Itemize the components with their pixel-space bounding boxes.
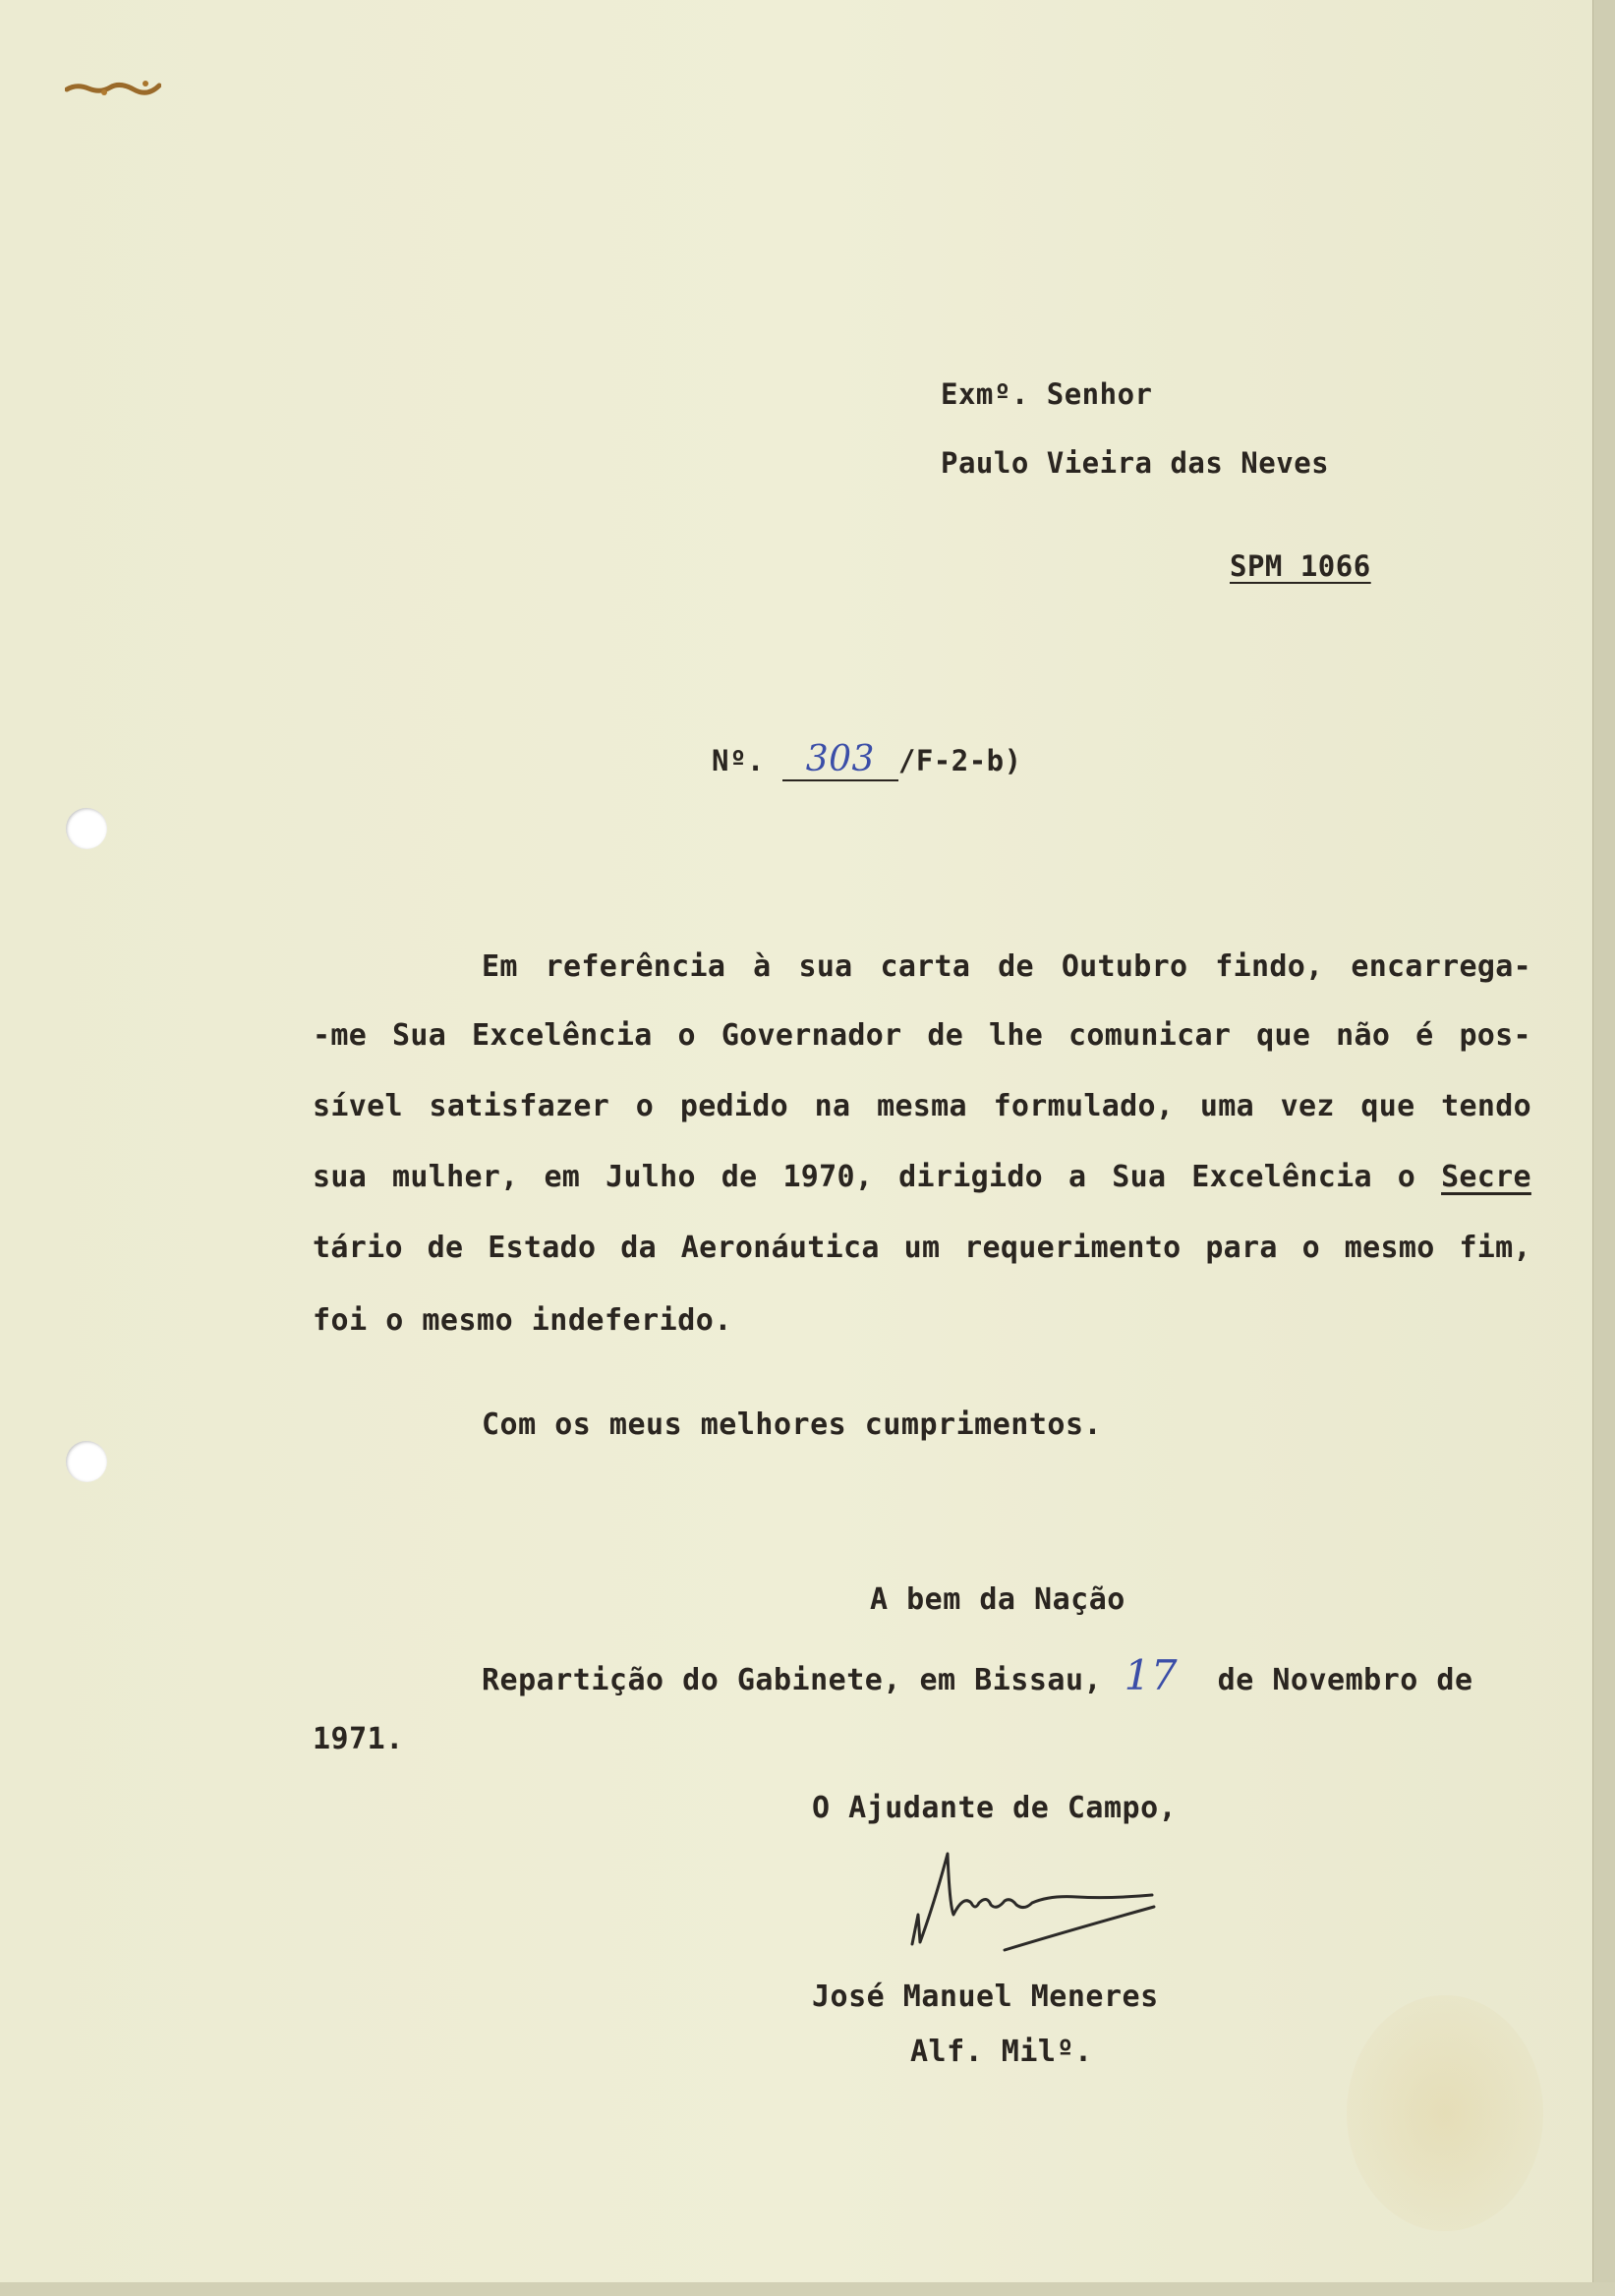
paper-stain <box>1347 1995 1543 2231</box>
body-word: tendo <box>1441 1089 1531 1123</box>
body-word: para <box>1205 1231 1278 1265</box>
body-word: não <box>1336 1018 1391 1053</box>
body-word: o <box>677 1018 696 1053</box>
punch-hole-top <box>66 808 107 849</box>
handwritten-day: 17 <box>1124 1651 1179 1699</box>
number-prefix: Nº. <box>712 744 765 777</box>
body-word: Julho <box>606 1160 696 1194</box>
body-word: tário <box>313 1231 403 1265</box>
body-word: o <box>1397 1160 1416 1194</box>
body-word: é <box>1415 1018 1434 1053</box>
body-word: 1970, <box>782 1160 874 1194</box>
body-word: em <box>544 1160 581 1194</box>
body-word: sua <box>798 949 853 984</box>
date-year: 1971. <box>313 1722 404 1756</box>
body-word: fim, <box>1459 1231 1531 1265</box>
body-word: requerimento <box>964 1231 1182 1265</box>
body-word: Governador <box>721 1018 902 1053</box>
body-line-5 <box>313 1231 1531 1276</box>
body-word: um <box>903 1231 941 1265</box>
body-word: encarrega- <box>1351 949 1531 984</box>
handwritten-signature <box>902 1846 1158 1964</box>
document-number <box>712 739 1022 781</box>
body-word: -me <box>313 1018 368 1053</box>
body-word: na <box>814 1089 851 1123</box>
signer-role: O Ajudante de Campo, <box>812 1791 1178 1825</box>
body-word: que <box>1256 1018 1311 1053</box>
body-word: de <box>927 1018 964 1053</box>
body-word: de <box>427 1231 464 1265</box>
body-word: a <box>1067 1160 1087 1194</box>
place-date-line <box>482 1651 1473 1699</box>
body-word: mesmo <box>1344 1231 1435 1265</box>
signer-name: José Manuel Meneres <box>812 1980 1159 2014</box>
page-edge-right <box>1592 0 1615 2296</box>
page-edge-bottom <box>0 2282 1615 2296</box>
punch-hole-bottom <box>66 1441 107 1482</box>
body-word: Aeronáutica <box>680 1231 880 1265</box>
body-word: à <box>753 949 772 984</box>
body-word: lhe <box>988 1018 1044 1053</box>
body-line-1 <box>482 949 1531 995</box>
body-word: Sua <box>392 1018 447 1053</box>
body-word: sua <box>313 1160 368 1194</box>
body-word: Estado <box>488 1231 597 1265</box>
body-last-line: foi o mesmo indeferido. <box>313 1303 732 1338</box>
body-word: de <box>998 949 1034 984</box>
body-word: que <box>1360 1089 1415 1123</box>
date-suffix: de Novembro de <box>1217 1663 1473 1697</box>
reference-code: SPM 1066 <box>1230 549 1371 583</box>
number-suffix: /F-2-b) <box>897 744 1022 777</box>
body-word: da <box>620 1231 657 1265</box>
body-word: de <box>721 1160 758 1194</box>
closing-greeting: Com os meus melhores cumprimentos. <box>482 1407 1103 1442</box>
body-line-4 <box>313 1160 1531 1205</box>
body-word: o <box>635 1089 655 1123</box>
body-word: dirigido <box>898 1160 1044 1194</box>
body-word: referência <box>545 949 726 984</box>
body-word: pedido <box>679 1089 788 1123</box>
body-word: Excelência <box>1191 1160 1372 1194</box>
body-word: satisfazer <box>429 1089 610 1123</box>
staple-rust-mark <box>65 81 161 96</box>
body-word: Excelência <box>472 1018 653 1053</box>
body-line-2 <box>313 1018 1531 1063</box>
body-word: Outubro <box>1061 949 1188 984</box>
body-word: formulado, <box>993 1089 1175 1123</box>
signer-rank: Alf. Milº. <box>910 2035 1093 2069</box>
body-word: carta <box>880 949 971 984</box>
body-word: Em <box>482 949 518 984</box>
handwritten-number: 303 <box>805 739 875 779</box>
body-word: findo, <box>1215 949 1324 984</box>
body-word: sível <box>313 1089 403 1123</box>
body-line-3 <box>313 1089 1531 1134</box>
body-word: mulher, <box>392 1160 519 1194</box>
body-word: uma <box>1199 1089 1254 1123</box>
body-word: mesma <box>877 1089 967 1123</box>
body-word: vez <box>1280 1089 1335 1123</box>
body-word: comunicar <box>1067 1018 1232 1053</box>
body-word: Sua <box>1112 1160 1167 1194</box>
body-word: o <box>1301 1231 1320 1265</box>
addressee-salutation: Exmº. Senhor <box>941 377 1153 411</box>
body-word: Secre <box>1441 1160 1531 1194</box>
addressee-name: Paulo Vieira das Neves <box>941 446 1330 480</box>
motto: A bem da Nação <box>870 1582 1125 1617</box>
place-prefix: Repartição do Gabinete, em Bissau, <box>482 1663 1103 1697</box>
body-word: pos- <box>1459 1018 1531 1053</box>
